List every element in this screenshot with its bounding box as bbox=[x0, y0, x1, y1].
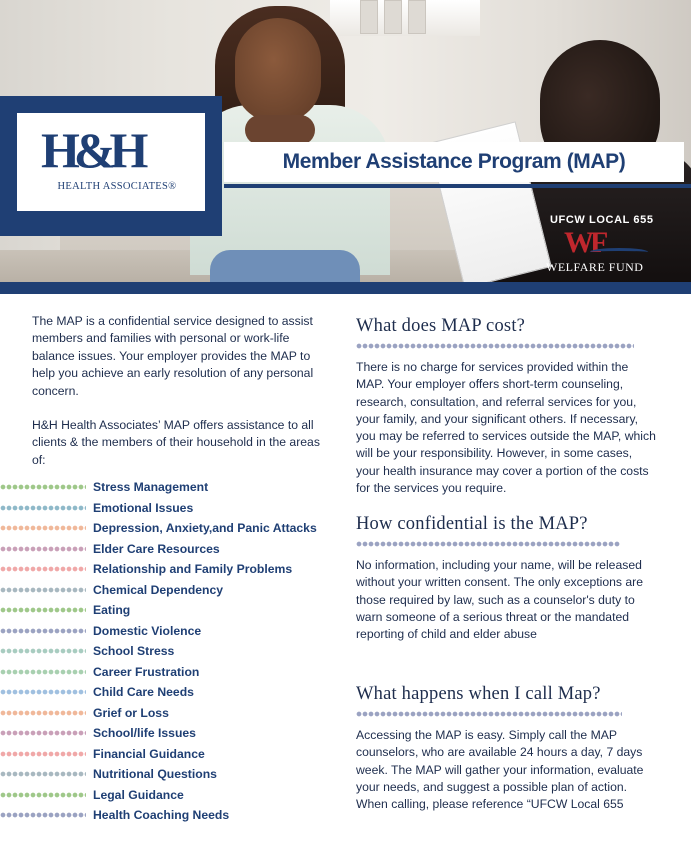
dotted-bullet-icon bbox=[0, 628, 86, 634]
dotted-bullet-icon bbox=[0, 607, 86, 613]
list-item bbox=[0, 621, 330, 642]
hero-divider-bar bbox=[0, 282, 691, 294]
section-confidential-heading: How confidential is the MAP? bbox=[356, 514, 588, 534]
list-item bbox=[0, 744, 330, 765]
list-item bbox=[0, 682, 330, 703]
dotted-bullet-icon bbox=[0, 525, 86, 531]
area-label: Stress Management bbox=[93, 480, 209, 495]
dotted-bullet-icon bbox=[0, 771, 86, 777]
wf-swoosh-icon bbox=[590, 248, 648, 256]
section-call-body: Accessing the MAP is easy. Simply call the MAP counselors, who are available 24 hours a day, 7 days week. The MAP will gather your information, evaluate your needs, and suggest a possible plan of action. When calling, please reference “UFCW Local 655 bbox=[356, 728, 644, 812]
ufcw-local-text: UFCW LOCAL 655 bbox=[550, 214, 654, 226]
dotted-bullet-icon bbox=[0, 812, 86, 818]
hh-logo-subtitle: HEALTH ASSOCIATES® bbox=[57, 181, 177, 192]
list-item bbox=[0, 539, 330, 560]
dotted-bullet-icon bbox=[0, 792, 86, 798]
area-label: Legal Guidance bbox=[93, 787, 184, 802]
area-label: Emotional Issues bbox=[93, 500, 194, 515]
section-confidential bbox=[356, 514, 656, 643]
section-confidential-body: No information, including your name, will be released without your written consent. The only exceptions are those required by law, such as a counselor's duty to warn someone of a serious threat or the mandated reporting of child and elder abuse bbox=[356, 558, 644, 642]
list-item bbox=[0, 498, 330, 519]
list-item bbox=[0, 785, 330, 806]
dotted-bullet-icon bbox=[0, 587, 86, 593]
area-label: Health Coaching Needs bbox=[93, 808, 230, 823]
list-item bbox=[0, 559, 330, 580]
welfare-fund-text: WELFARE FUND bbox=[546, 260, 644, 274]
section-call bbox=[356, 684, 656, 813]
dotted-divider bbox=[356, 541, 620, 547]
dotted-bullet-icon bbox=[0, 669, 86, 675]
list-item bbox=[0, 641, 330, 662]
area-label: Eating bbox=[93, 603, 131, 618]
list-item bbox=[0, 477, 330, 498]
area-label: Nutritional Questions bbox=[93, 767, 217, 782]
area-label: Chemical Dependency bbox=[93, 582, 224, 597]
area-label: School Stress bbox=[93, 644, 175, 659]
dotted-divider bbox=[356, 711, 622, 717]
area-label: Elder Care Resources bbox=[93, 541, 220, 556]
page-title: Member Assistance Program (MAP) bbox=[282, 150, 626, 173]
ufcw-logo bbox=[540, 210, 690, 280]
assistance-areas-list bbox=[0, 477, 330, 826]
dotted-divider bbox=[356, 343, 634, 349]
list-item bbox=[0, 518, 330, 539]
area-label: Depression, Anxiety,and Panic Attacks bbox=[93, 521, 317, 536]
dotted-bullet-icon bbox=[0, 689, 86, 695]
wf-logo-mark: WF bbox=[564, 226, 605, 259]
hh-logo bbox=[17, 113, 205, 211]
area-label: School/life Issues bbox=[93, 726, 196, 741]
title-underline bbox=[224, 184, 691, 188]
list-item bbox=[0, 703, 330, 724]
list-item bbox=[0, 764, 330, 785]
dotted-bullet-icon bbox=[0, 566, 86, 572]
dotted-bullet-icon bbox=[0, 484, 86, 490]
dotted-bullet-icon bbox=[0, 648, 86, 654]
area-label: Relationship and Family Problems bbox=[93, 562, 293, 577]
area-label: Domestic Violence bbox=[93, 623, 202, 638]
dotted-bullet-icon bbox=[0, 546, 86, 552]
list-item bbox=[0, 600, 330, 621]
intro-paragraph-1: The MAP is a confidential service designed to assist members and families with personal or work-life balance issues. Your employer provides the MAP to help you achieve an early resolution of any personal concern. bbox=[32, 314, 314, 398]
intro-paragraph-2: H&H Health Associates’ MAP offers assistance to all clients & the members of their household in the areas of: bbox=[32, 418, 320, 467]
dotted-bullet-icon bbox=[0, 751, 86, 757]
hh-logo-mark: H&H bbox=[41, 122, 143, 178]
area-label: Career Frustration bbox=[93, 664, 200, 679]
dotted-bullet-icon bbox=[0, 505, 86, 511]
section-cost-heading: What does MAP cost? bbox=[356, 316, 526, 336]
intro-text bbox=[32, 313, 322, 469]
section-cost-body: There is no charge for services provided within the MAP. Your employer offers short-term counseling, research, consultation, and referral services for you, your family, and your significant others. If necessary, you may be referred to services outside the MAP, which will be your responsibility. However, in some cases, your health insurance may cover a portion of the costs for the services you require. bbox=[356, 360, 656, 496]
dotted-bullet-icon bbox=[0, 710, 86, 716]
dotted-bullet-icon bbox=[0, 730, 86, 736]
list-item bbox=[0, 805, 330, 826]
area-label: Grief or Loss bbox=[93, 705, 169, 720]
area-label: Financial Guidance bbox=[93, 746, 205, 761]
list-item bbox=[0, 662, 330, 683]
page-title-box bbox=[224, 142, 684, 182]
list-item bbox=[0, 580, 330, 601]
area-label: Child Care Needs bbox=[93, 685, 194, 700]
section-cost bbox=[356, 316, 656, 497]
list-item bbox=[0, 723, 330, 744]
section-call-heading: What happens when I call Map? bbox=[356, 684, 601, 704]
